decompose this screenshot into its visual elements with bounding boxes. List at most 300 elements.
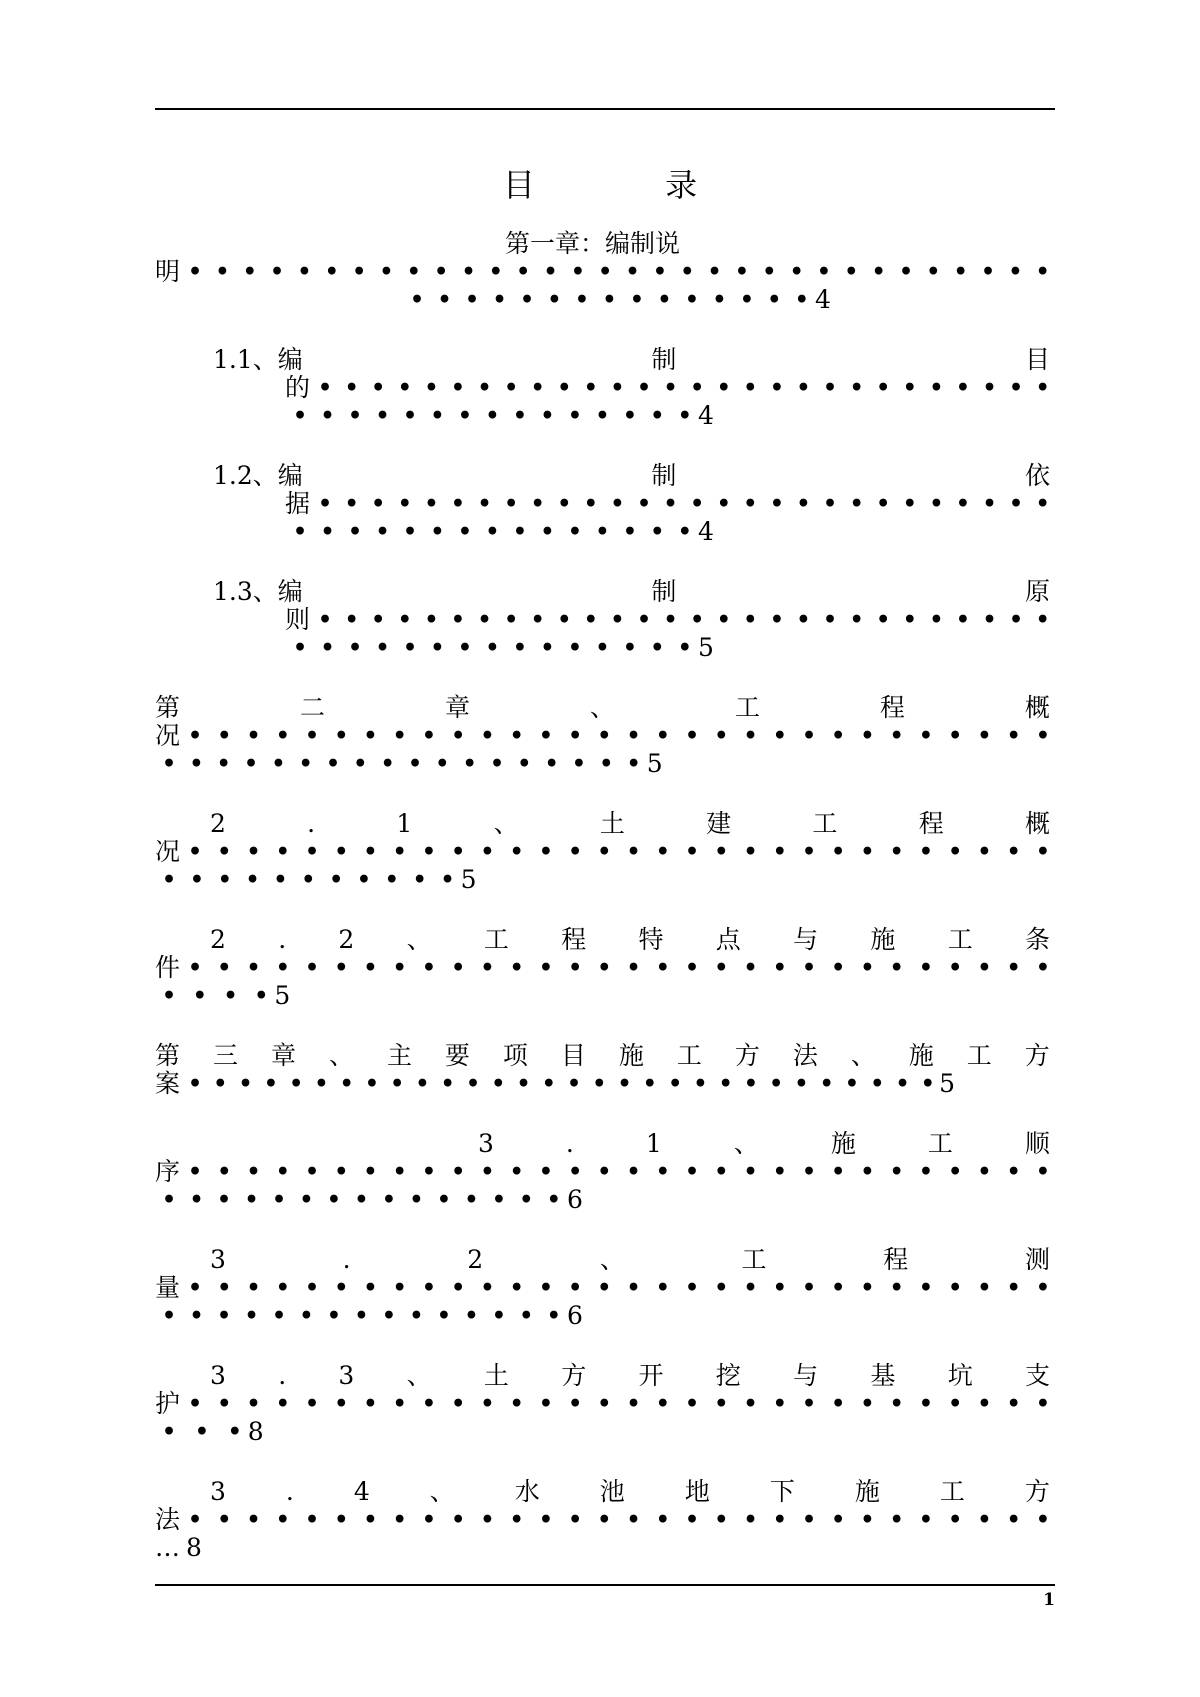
leader-dot: • [597, 955, 612, 981]
toc-entry[interactable] [0, 346, 1200, 446]
leader-dot: • [902, 375, 917, 401]
leader-dot: • [1035, 491, 1050, 517]
leader-dot: • [188, 723, 203, 749]
toc-entry[interactable] [0, 694, 1200, 794]
leader-dot: • [929, 375, 944, 401]
leader-dot: • [491, 1303, 506, 1329]
leader-dot: • [189, 751, 204, 777]
toc-heading-part: 工 [734, 693, 760, 722]
toc-heading-part: 特 [638, 925, 664, 954]
leader-dot: • [796, 491, 811, 517]
leader-dot: • [451, 723, 466, 749]
leader-dot: • [626, 751, 641, 777]
leader-dot: • [918, 839, 933, 865]
toc-heading-tail: 则 [285, 605, 311, 634]
leader-dot: • [571, 751, 586, 777]
leader-dot: • [304, 955, 320, 981]
leader-dot: • [326, 1187, 341, 1213]
leader-dot: • [860, 955, 875, 981]
toc-heading-part: 法 [792, 1041, 818, 1070]
leader-dot: • [509, 955, 524, 981]
leader-dot: • [421, 1159, 436, 1185]
toc-entry[interactable] [0, 1042, 1200, 1142]
leader-dot: • [540, 403, 555, 429]
leader-dot: • [889, 839, 904, 865]
leader-dot: • [1035, 259, 1050, 285]
leader-dot: • [216, 1303, 232, 1329]
leader-dot: • [929, 491, 944, 517]
leader-dot: • [440, 867, 455, 893]
leader-dot: • [354, 1187, 369, 1213]
toc-entry[interactable] [0, 810, 1200, 910]
leader-dot: • [217, 1159, 232, 1185]
toc-heading-part: 概 [1024, 693, 1050, 722]
leader-dot: • [485, 403, 500, 429]
leader-dot: • [464, 1187, 479, 1213]
leader-dot: • [504, 607, 519, 633]
leader-dot: • [889, 1275, 904, 1301]
leader-dot: • [1006, 839, 1021, 865]
toc-heading-tail: 况 [155, 721, 181, 750]
leader-dot: • [217, 955, 232, 981]
toc-heading-part: 方 [734, 1041, 760, 1070]
toc-heading-line [478, 1130, 1050, 1158]
leader-dot: • [871, 259, 886, 285]
leader-dot: • [397, 375, 412, 401]
leader-dot: • [889, 723, 904, 749]
toc-heading-line [210, 810, 1050, 838]
toc-heading-part: 程 [918, 809, 944, 838]
leader-dot: • [354, 1303, 369, 1329]
leader-dot: • [772, 1159, 787, 1185]
leader-dot: • [271, 1187, 286, 1213]
leader-dot: • [918, 1507, 933, 1533]
leader-dot: • [567, 519, 582, 545]
leader-dot: • [1035, 1275, 1050, 1301]
leader-dot: • [655, 1159, 670, 1185]
toc-heading-tail: 案 [155, 1069, 181, 1098]
leader-dot: • [217, 1275, 232, 1301]
leader-dot: • [977, 1159, 992, 1185]
leader-dot: • [381, 1187, 396, 1213]
leader-dot: • [488, 259, 503, 285]
leader-dot: • [162, 1419, 177, 1445]
toc-heading-part: 目 [560, 1041, 586, 1070]
leader-dot: • [334, 1391, 349, 1417]
toc-entry[interactable] [0, 1130, 1200, 1230]
leader-dot: • [685, 723, 700, 749]
leader-dot: • [567, 1071, 582, 1097]
toc-leader-line [155, 838, 1050, 866]
leader-dot: • [714, 955, 729, 981]
toc-heading-part: 顺 [1024, 1129, 1050, 1158]
leader-dot: • [254, 983, 269, 1009]
toc-heading-part: 依 [1024, 461, 1050, 490]
toc-heading-part: 工 [966, 1041, 992, 1070]
leader-dot: • [1008, 259, 1023, 285]
leader-dot: • [657, 287, 672, 313]
toc-heading-tail: 护 [155, 1389, 181, 1418]
toc-page-number: 8 [186, 1533, 202, 1562]
toc-entry[interactable] [0, 1362, 1200, 1462]
leader-dot: • [712, 287, 727, 313]
leader-dot: • [955, 375, 970, 401]
toc-heading-line [155, 694, 1050, 722]
leader-dot: • [597, 1159, 612, 1185]
toc-entry[interactable] [0, 1246, 1200, 1346]
toc-page-line [293, 634, 714, 662]
leader-dot: • [743, 1275, 758, 1301]
leader-dot: • [977, 955, 992, 981]
leader-dot: • [480, 1391, 495, 1417]
leader-dot: • [509, 1507, 524, 1533]
leader-dot: • [655, 955, 670, 981]
leader-dot: • [217, 867, 232, 893]
toc-leader-line [285, 606, 1050, 634]
leader-dot: • [318, 375, 333, 401]
leader-dot: • [595, 519, 610, 545]
leader-dot: • [189, 1187, 204, 1213]
leader-dot: • [363, 723, 378, 749]
leader-dot: • [680, 259, 695, 285]
leader-dot: • [293, 635, 308, 661]
leader-dot: • [1035, 375, 1050, 401]
leader-dot: • [461, 259, 476, 285]
toc-page-number: 5 [939, 1069, 955, 1098]
leader-dot: • [801, 955, 816, 981]
leader-dot: • [547, 287, 562, 313]
leader-dot: • [690, 607, 705, 633]
toc-entry[interactable] [0, 462, 1200, 562]
toc-page-line [293, 518, 714, 546]
toc-page-number: 6 [567, 1301, 583, 1330]
leader-dot: • [538, 839, 553, 865]
leader-dot: • [1009, 375, 1024, 401]
toc-heading-part: 、 [599, 1245, 625, 1274]
leader-dot: • [392, 1507, 407, 1533]
leader-dot: • [371, 491, 386, 517]
leader-dot: • [743, 723, 758, 749]
leader-dot: • [598, 259, 613, 285]
leader-dot: • [743, 491, 758, 517]
toc-heading-part: 1.2、编 [213, 461, 303, 490]
leader-dot: • [948, 955, 963, 981]
toc-heading-part: 工 [676, 1041, 702, 1070]
toc-entry[interactable] [0, 230, 1200, 330]
leader-dot: • [462, 751, 477, 777]
leader-dot: • [849, 491, 864, 517]
leader-dot: • [215, 259, 230, 285]
leader-dot: • [304, 1391, 320, 1417]
leader-dot: • [716, 491, 731, 517]
leader-dot: • [480, 955, 495, 981]
leader-dot: • [982, 375, 997, 401]
leader-dot: • [831, 839, 846, 865]
toc-heading-part: 3 [210, 1361, 226, 1390]
toc-heading-part: 三 [212, 1041, 238, 1070]
leader-dot: • [509, 1275, 524, 1301]
leader-dot: • [347, 635, 363, 661]
leader-dot: • [685, 1159, 700, 1185]
toc-heading-part: 程 [879, 693, 905, 722]
leader-dot: • [329, 867, 344, 893]
toc-heading-part: . [342, 1245, 351, 1274]
toc-leader-line [155, 722, 1050, 750]
leader-dot: • [450, 491, 465, 517]
toc-page-line [293, 402, 714, 430]
leader-dot: • [690, 375, 705, 401]
leader-dot: • [392, 839, 407, 865]
leader-dot: • [194, 1419, 209, 1445]
leader-dot: • [489, 751, 504, 777]
toc-page-line [162, 1302, 583, 1330]
toc-leader-line [155, 1390, 1050, 1418]
leader-ellipsis: … [155, 1533, 180, 1562]
leader-dot: • [801, 1159, 816, 1185]
toc-heading-part: 施 [830, 1129, 856, 1158]
leader-dot: • [189, 1303, 204, 1329]
leader-dot: • [819, 1071, 834, 1097]
leader-dot: • [597, 723, 612, 749]
leader-dot: • [955, 607, 970, 633]
leader-dot: • [188, 1507, 203, 1533]
leader-dot: • [246, 723, 261, 749]
toc-heading-part: 二 [299, 693, 325, 722]
toc-leader-line [155, 1070, 955, 1098]
leader-dot: • [271, 1303, 286, 1329]
toc-heading-line [155, 1042, 1050, 1070]
leader-dot: • [402, 519, 417, 545]
leader-dot: • [451, 1159, 466, 1185]
leader-dot: • [574, 287, 589, 313]
toc-heading-part: 制 [651, 577, 677, 606]
leader-dot: • [568, 955, 583, 981]
leader-dot: • [246, 839, 261, 865]
leader-dot: • [421, 723, 436, 749]
leader-dot: • [739, 287, 754, 313]
leader-dot: • [655, 1275, 670, 1301]
leader-dot: • [509, 1159, 524, 1185]
leader-dot: • [188, 1391, 203, 1417]
leader-dot: • [436, 1187, 451, 1213]
leader-dot: • [363, 1159, 378, 1185]
leader-dot: • [304, 839, 320, 865]
leader-dot: • [769, 491, 784, 517]
leader-dot: • [244, 1187, 259, 1213]
toc-heading-part: 项 [502, 1041, 528, 1070]
toc-heading-part: 1 [645, 1129, 662, 1158]
toc-heading-part: 方 [1024, 1041, 1050, 1070]
leader-dot: • [652, 259, 667, 285]
leader-dot: • [363, 1507, 378, 1533]
leader-dot: • [592, 1071, 607, 1097]
leader-dot: • [516, 1071, 531, 1097]
leader-dot: • [769, 375, 784, 401]
leader-dot: • [344, 375, 359, 401]
leader-dot: • [491, 1071, 506, 1097]
toc-heading-part: 开 [638, 1361, 664, 1390]
leader-dot: • [217, 1391, 232, 1417]
leader-dot: • [849, 375, 864, 401]
leader-dot: • [162, 983, 177, 1009]
leader-dot: • [480, 723, 495, 749]
toc-heading-part: 主 [386, 1041, 412, 1070]
toc-heading-part: 3 [210, 1245, 226, 1274]
leader-dot: • [275, 1391, 290, 1417]
leader-dot: • [457, 635, 472, 661]
leader-dot: • [364, 1071, 379, 1097]
leader-dot: • [685, 1507, 700, 1533]
leader-dot: • [440, 1071, 455, 1097]
leader-dot: • [772, 723, 787, 749]
toc-heading-part: 原 [1024, 577, 1050, 606]
leader-dot: • [1009, 607, 1024, 633]
leader-dot: • [450, 607, 465, 633]
leader-dot: • [918, 723, 933, 749]
toc-heading-part: 2 [210, 809, 226, 838]
leader-dot: • [876, 375, 891, 401]
leader-dot: • [876, 607, 891, 633]
leader-dot: • [626, 839, 641, 865]
toc-heading-part: 、 [406, 1361, 432, 1390]
leader-dot: • [610, 491, 625, 517]
leader-dot: • [223, 983, 238, 1009]
leader-dot: • [334, 1507, 349, 1533]
leader-dot: • [617, 1071, 632, 1097]
leader-dot: • [480, 1159, 495, 1185]
toc-entry[interactable] [0, 926, 1200, 1026]
leader-dot: • [390, 1071, 405, 1097]
leader-dot: • [772, 1507, 787, 1533]
leader-dot: • [622, 519, 637, 545]
leader-dot: • [889, 1159, 904, 1185]
leader-dot: • [677, 519, 692, 545]
leader-dot: • [583, 491, 598, 517]
leader-dot: • [375, 635, 390, 661]
leader-dot: • [538, 1159, 553, 1185]
toc-heading-part: 概 [1024, 809, 1050, 838]
leader-dot: • [568, 1507, 583, 1533]
leader-dot: • [1035, 1159, 1050, 1185]
leader-dot: • [1006, 955, 1021, 981]
toc-page-number: 4 [815, 285, 831, 314]
leader-dot: • [642, 1071, 657, 1097]
leader-dot: • [384, 867, 399, 893]
toc-heading-part: 工 [947, 925, 973, 954]
toc-entry[interactable] [0, 578, 1200, 678]
leader-dot: • [275, 955, 290, 981]
toc-heading-part: 条 [1024, 925, 1050, 954]
leader-dot: • [568, 723, 583, 749]
footer-rule [155, 1584, 1055, 1586]
leader-dot: • [743, 839, 758, 865]
leader-dot: • [246, 1159, 261, 1185]
toc-page-line [410, 286, 831, 314]
toc-heading-part: 制 [651, 461, 677, 490]
toc-heading-part: 工 [741, 1245, 767, 1274]
leader-dot: • [948, 1159, 963, 1185]
leader-dot: • [622, 403, 637, 429]
leader-dot: • [464, 287, 480, 313]
leader-dot: • [371, 607, 386, 633]
leader-dot: • [450, 375, 465, 401]
leader-dot: • [353, 751, 368, 777]
leader-dot: • [629, 287, 644, 313]
leader-dot: • [320, 403, 335, 429]
toc-heading-part: 工 [939, 1477, 965, 1506]
leader-dot: • [465, 1071, 480, 1097]
leader-dot: • [772, 955, 787, 981]
leader-dot: • [568, 1391, 583, 1417]
leader-dot: • [213, 1071, 228, 1097]
leader-dot: • [685, 1391, 700, 1417]
leader-dot: • [767, 287, 782, 313]
toc-heading-part: 下 [769, 1477, 795, 1506]
leader-dot: • [626, 1507, 641, 1533]
leader-dot: • [948, 1275, 963, 1301]
leader-dot: • [421, 1391, 436, 1417]
leader-dot: • [407, 751, 423, 777]
leader-dot: • [636, 491, 652, 517]
leader-dot: • [544, 751, 559, 777]
leader-dot: • [831, 1275, 846, 1301]
leader-dot: • [772, 839, 787, 865]
leader-dot: • [334, 723, 349, 749]
leader-dot: • [796, 375, 811, 401]
leader-dot: • [772, 1391, 787, 1417]
toc-heading-part: 方 [1024, 1477, 1050, 1506]
leader-dot: • [406, 259, 421, 285]
leader-dot: • [567, 635, 582, 661]
toc-page-number: 5 [274, 981, 291, 1010]
leader-dot: • [1006, 1507, 1021, 1533]
leader-dot: • [392, 1275, 407, 1301]
leader-dot: • [610, 607, 625, 633]
leader-dot: • [769, 607, 784, 633]
leader-dot: • [895, 1071, 910, 1097]
leader-dot: • [816, 259, 831, 285]
leader-dot: • [480, 1275, 495, 1301]
leader-dot: • [743, 1159, 758, 1185]
leader-dot: • [685, 1275, 700, 1301]
leader-dot: • [801, 1391, 816, 1417]
leader-dot: • [424, 491, 439, 517]
toc-page-number: 4 [698, 517, 714, 546]
toc-heading-part: 水 [514, 1477, 540, 1506]
leader-dot: • [626, 1391, 641, 1417]
leader-dot: • [597, 1275, 612, 1301]
toc-heading-text: 第一章：编制说 [505, 229, 681, 258]
leader-dot: • [324, 259, 339, 285]
toc-heading-part: 3 [338, 1361, 355, 1390]
leader-dot: • [690, 491, 705, 517]
leader-dot: • [734, 259, 749, 285]
leader-dot: • [595, 403, 610, 429]
leader-dot: • [492, 287, 507, 313]
toc-leader-line [155, 1274, 1050, 1302]
leader-dot: • [595, 635, 610, 661]
toc-entry[interactable] [0, 1478, 1200, 1578]
leader-dot: • [823, 375, 838, 401]
leader-dot: • [718, 1071, 733, 1097]
toc-heading-part: 2 [210, 925, 226, 954]
leader-dot: • [743, 1391, 758, 1417]
toc-heading-part: 、 [406, 925, 432, 954]
toc-heading-part: 测 [1024, 1245, 1050, 1274]
leader-dot: • [480, 839, 495, 865]
leader-dot: • [626, 1159, 641, 1185]
leader-dot: • [188, 1275, 203, 1301]
